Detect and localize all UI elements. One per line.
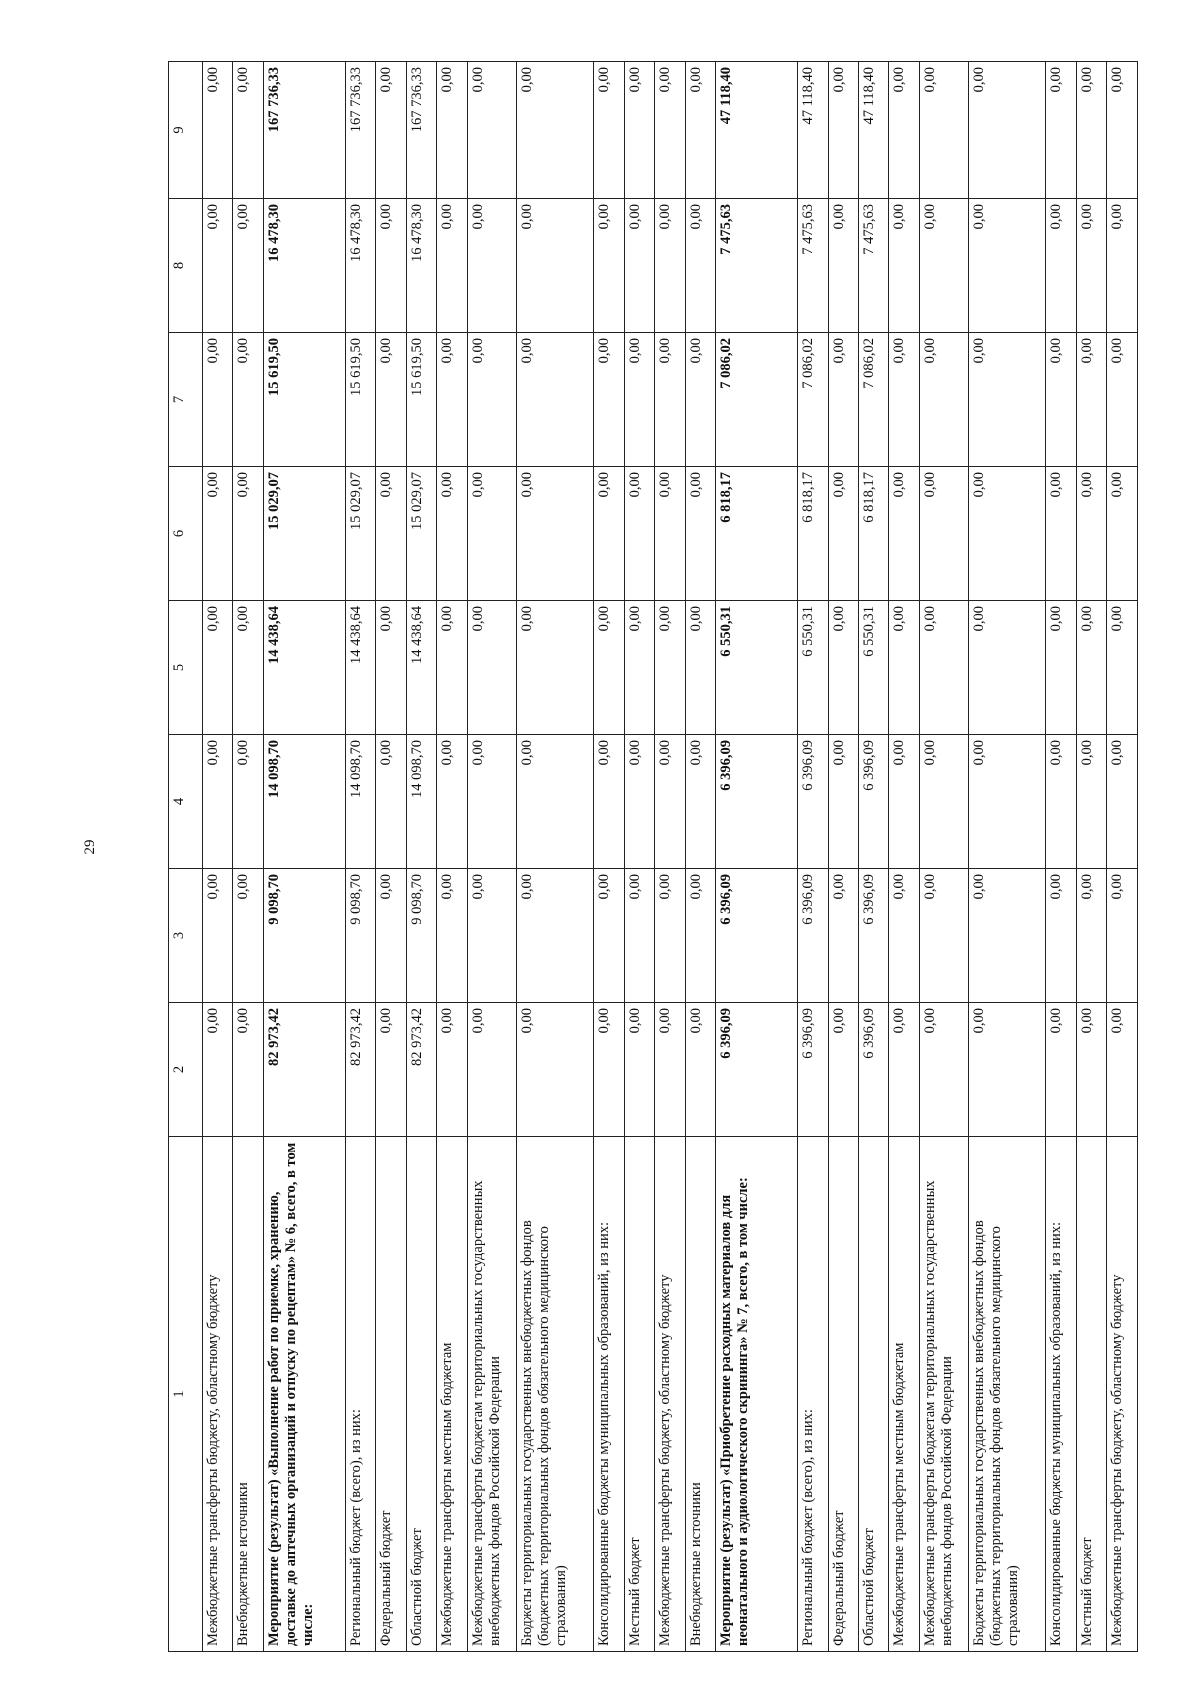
value-cell: 16 478,30: [345, 199, 375, 333]
value-cell: 0,00: [594, 199, 624, 333]
value-cell: 0,00: [1076, 735, 1106, 869]
value-cell: 0,00: [467, 199, 516, 333]
value-cell: 0,00: [828, 735, 858, 869]
value-cell: 0,00: [685, 199, 715, 333]
value-cell: 47 118,40: [798, 62, 828, 199]
table-row: [594, 62, 624, 1652]
value-cell: 82 973,42: [263, 1003, 345, 1137]
value-cell: 7 475,63: [716, 199, 798, 333]
value-cell: 9 098,70: [263, 869, 345, 1003]
value-cell: 0,00: [376, 735, 406, 869]
value-cell: 0,00: [828, 199, 858, 333]
value-cell: 0,00: [1046, 467, 1076, 601]
value-cell: 15 029,07: [345, 467, 375, 601]
value-cell: 0,00: [919, 869, 968, 1003]
row-label-cell: Межбюджетные трансферты бюджету, областному бюджету: [202, 1137, 232, 1652]
value-cell: 0,00: [969, 467, 1046, 601]
value-cell: 0,00: [655, 199, 685, 333]
header-cell: 9: [169, 62, 203, 199]
value-cell: 0,00: [828, 601, 858, 735]
value-cell: 0,00: [919, 62, 968, 199]
value-cell: 0,00: [624, 467, 654, 601]
value-cell: 0,00: [437, 467, 467, 601]
value-cell: 16 478,30: [263, 199, 345, 333]
value-cell: 0,00: [1107, 333, 1138, 467]
table-row: [828, 62, 858, 1652]
table-row: [685, 62, 715, 1652]
table-row: [233, 62, 263, 1652]
table-row: [202, 62, 232, 1652]
value-cell: 0,00: [685, 333, 715, 467]
value-cell: 0,00: [624, 1003, 654, 1137]
value-cell: 0,00: [919, 333, 968, 467]
value-cell: 47 118,40: [716, 62, 798, 199]
header-cell: 2: [169, 1003, 203, 1137]
value-cell: 0,00: [828, 467, 858, 601]
value-cell: 6 396,09: [716, 735, 798, 869]
row-label-cell: Внебюджетные источники: [233, 1137, 263, 1652]
value-cell: 0,00: [969, 333, 1046, 467]
value-cell: 0,00: [1107, 199, 1138, 333]
value-cell: 0,00: [1046, 1003, 1076, 1137]
value-cell: 14 438,64: [263, 601, 345, 735]
value-cell: 9 098,70: [345, 869, 375, 1003]
value-cell: 0,00: [828, 1003, 858, 1137]
table-row: [889, 62, 919, 1652]
table-row: [406, 62, 436, 1652]
value-cell: 16 478,30: [406, 199, 436, 333]
value-cell: 0,00: [467, 601, 516, 735]
value-cell: 0,00: [1046, 333, 1076, 467]
value-cell: 6 818,17: [858, 467, 888, 601]
value-cell: 0,00: [969, 1003, 1046, 1137]
value-cell: 0,00: [376, 333, 406, 467]
value-cell: 0,00: [1076, 333, 1106, 467]
value-cell: 0,00: [919, 1003, 968, 1137]
value-cell: 167 736,33: [406, 62, 436, 199]
value-cell: 0,00: [889, 62, 919, 199]
value-cell: 0,00: [233, 869, 263, 1003]
value-cell: 0,00: [202, 601, 232, 735]
value-cell: 0,00: [685, 1003, 715, 1137]
value-cell: 6 396,09: [858, 869, 888, 1003]
value-cell: 0,00: [655, 333, 685, 467]
value-cell: 0,00: [516, 1003, 593, 1137]
header-cell: 7: [169, 333, 203, 467]
value-cell: 0,00: [202, 333, 232, 467]
header-row: [169, 62, 203, 1652]
value-cell: 0,00: [1107, 62, 1138, 199]
value-cell: 0,00: [1046, 735, 1076, 869]
value-cell: 0,00: [437, 333, 467, 467]
budget-table-body: [169, 62, 1138, 1652]
table-row: [1046, 62, 1076, 1652]
value-cell: 0,00: [437, 62, 467, 199]
value-cell: 14 438,64: [345, 601, 375, 735]
value-cell: 0,00: [233, 62, 263, 199]
value-cell: 0,00: [233, 199, 263, 333]
page-number: 29: [82, 839, 98, 855]
value-cell: 0,00: [828, 62, 858, 199]
value-cell: 0,00: [516, 601, 593, 735]
row-label-cell: Местный бюджет: [624, 1137, 654, 1652]
value-cell: 0,00: [516, 62, 593, 199]
value-cell: 6 550,31: [716, 601, 798, 735]
value-cell: 0,00: [594, 869, 624, 1003]
value-cell: 0,00: [376, 601, 406, 735]
value-cell: 82 973,42: [345, 1003, 375, 1137]
value-cell: 0,00: [919, 199, 968, 333]
value-cell: 6 818,17: [716, 467, 798, 601]
value-cell: 167 736,33: [345, 62, 375, 199]
value-cell: 0,00: [202, 467, 232, 601]
value-cell: 0,00: [233, 467, 263, 601]
value-cell: 0,00: [889, 869, 919, 1003]
value-cell: 0,00: [437, 199, 467, 333]
value-cell: 15 029,07: [263, 467, 345, 601]
value-cell: 14 098,70: [345, 735, 375, 869]
header-cell: 1: [169, 1137, 203, 1652]
value-cell: 0,00: [516, 333, 593, 467]
value-cell: 0,00: [685, 869, 715, 1003]
row-label-cell: Мероприятие (результат) «Выполнение работ по приемке, хранению, доставке до аптечных организаций и отпуску по рецептам» № 6, всего, в том числе:: [263, 1137, 345, 1652]
row-label-cell: Внебюджетные источники: [685, 1137, 715, 1652]
value-cell: 15 029,07: [406, 467, 436, 601]
value-cell: 14 098,70: [263, 735, 345, 869]
value-cell: 6 396,09: [858, 1003, 888, 1137]
value-cell: 0,00: [467, 467, 516, 601]
row-label-cell: Мероприятие (результат) «Приобретение расходных материалов для неонатального и аудиологического скрининга» № 7, всего, в том числе:: [716, 1137, 798, 1652]
value-cell: 0,00: [889, 601, 919, 735]
value-cell: 6 550,31: [858, 601, 888, 735]
value-cell: 0,00: [437, 735, 467, 869]
value-cell: 0,00: [202, 735, 232, 869]
row-label-cell: Межбюджетные трансферты бюджетам территориальных государственных внебюджетных фондов Российской Федерации: [467, 1137, 516, 1652]
value-cell: 14 098,70: [406, 735, 436, 869]
value-cell: 82 973,42: [406, 1003, 436, 1137]
value-cell: 0,00: [655, 869, 685, 1003]
value-cell: 0,00: [624, 735, 654, 869]
row-label-cell: Межбюджетные трансферты бюджетам территориальных государственных внебюджетных фондов Российской Федерации: [919, 1137, 968, 1652]
value-cell: 0,00: [233, 601, 263, 735]
table-row: [969, 62, 1046, 1652]
row-label-cell: Межбюджетные трансферты местным бюджетам: [437, 1137, 467, 1652]
value-cell: 15 619,50: [263, 333, 345, 467]
value-cell: 9 098,70: [406, 869, 436, 1003]
value-cell: 0,00: [889, 467, 919, 601]
value-cell: 0,00: [685, 601, 715, 735]
value-cell: 0,00: [1046, 601, 1076, 735]
value-cell: 7 475,63: [798, 199, 828, 333]
value-cell: 0,00: [1076, 601, 1106, 735]
value-cell: 0,00: [437, 1003, 467, 1137]
value-cell: 0,00: [1107, 601, 1138, 735]
value-cell: 0,00: [594, 601, 624, 735]
value-cell: 0,00: [624, 199, 654, 333]
table-row: [437, 62, 467, 1652]
header-cell: 5: [169, 601, 203, 735]
value-cell: 0,00: [594, 62, 624, 199]
row-label-cell: Региональный бюджет (всего), из них:: [345, 1137, 375, 1652]
table-row: [467, 62, 516, 1652]
row-label-cell: Межбюджетные трансферты бюджету, областному бюджету: [1107, 1137, 1138, 1652]
value-cell: 0,00: [202, 869, 232, 1003]
value-cell: 47 118,40: [858, 62, 888, 199]
value-cell: 0,00: [233, 735, 263, 869]
value-cell: 6 396,09: [798, 735, 828, 869]
value-cell: 6 550,31: [798, 601, 828, 735]
table-row: [624, 62, 654, 1652]
value-cell: 0,00: [594, 467, 624, 601]
value-cell: 0,00: [685, 735, 715, 869]
table-row: [263, 62, 345, 1652]
value-cell: 0,00: [1046, 199, 1076, 333]
value-cell: 0,00: [969, 869, 1046, 1003]
value-cell: 6 396,09: [798, 1003, 828, 1137]
row-label-cell: Бюджеты территориальных государственных внебюджетных фондов (бюджетных территориальных фондов обязательного медицинского страхования): [969, 1137, 1046, 1652]
value-cell: 0,00: [1107, 1003, 1138, 1137]
value-cell: 0,00: [889, 199, 919, 333]
value-cell: 0,00: [467, 333, 516, 467]
value-cell: 0,00: [624, 601, 654, 735]
value-cell: 0,00: [516, 735, 593, 869]
value-cell: 0,00: [1076, 199, 1106, 333]
row-label-cell: Бюджеты территориальных государственных внебюджетных фондов (бюджетных территориальных фондов обязательного медицинского страхования): [516, 1137, 593, 1652]
table-row: [1076, 62, 1106, 1652]
value-cell: 0,00: [202, 1003, 232, 1137]
value-cell: 0,00: [202, 199, 232, 333]
value-cell: 0,00: [624, 869, 654, 1003]
value-cell: 0,00: [828, 333, 858, 467]
value-cell: 0,00: [624, 62, 654, 199]
value-cell: 15 619,50: [345, 333, 375, 467]
value-cell: 0,00: [919, 467, 968, 601]
table-row: [516, 62, 593, 1652]
value-cell: 7 475,63: [858, 199, 888, 333]
value-cell: 0,00: [467, 1003, 516, 1137]
value-cell: 0,00: [1046, 869, 1076, 1003]
value-cell: 6 396,09: [858, 735, 888, 869]
table-row: [798, 62, 828, 1652]
value-cell: 0,00: [594, 333, 624, 467]
value-cell: 0,00: [516, 869, 593, 1003]
value-cell: 0,00: [1107, 735, 1138, 869]
row-label-cell: Федеральный бюджет: [376, 1137, 406, 1652]
table-row: [376, 62, 406, 1652]
row-label-cell: Местный бюджет: [1076, 1137, 1106, 1652]
value-cell: 6 818,17: [798, 467, 828, 601]
value-cell: 0,00: [655, 735, 685, 869]
value-cell: 0,00: [467, 869, 516, 1003]
budget-table-frame: [168, 62, 1138, 1652]
row-label-cell: Областной бюджет: [406, 1137, 436, 1652]
value-cell: 0,00: [889, 735, 919, 869]
value-cell: 6 396,09: [716, 869, 798, 1003]
value-cell: 0,00: [1107, 467, 1138, 601]
value-cell: 0,00: [437, 869, 467, 1003]
value-cell: 0,00: [919, 735, 968, 869]
header-cell: 6: [169, 467, 203, 601]
value-cell: 0,00: [376, 62, 406, 199]
value-cell: 0,00: [516, 467, 593, 601]
value-cell: 6 396,09: [716, 1003, 798, 1137]
value-cell: 0,00: [889, 333, 919, 467]
row-label-cell: Консолидированные бюджеты муниципальных образований, из них:: [594, 1137, 624, 1652]
value-cell: 0,00: [828, 869, 858, 1003]
value-cell: 0,00: [1046, 62, 1076, 199]
header-cell: 8: [169, 199, 203, 333]
table-row: [716, 62, 798, 1652]
value-cell: 0,00: [376, 199, 406, 333]
value-cell: 7 086,02: [858, 333, 888, 467]
value-cell: 0,00: [1107, 869, 1138, 1003]
value-cell: 0,00: [467, 62, 516, 199]
table-row: [1107, 62, 1138, 1652]
value-cell: 0,00: [685, 62, 715, 199]
header-cell: 4: [169, 735, 203, 869]
row-label-cell: Межбюджетные трансферты местным бюджетам: [889, 1137, 919, 1652]
value-cell: 0,00: [1076, 1003, 1106, 1137]
value-cell: 0,00: [969, 601, 1046, 735]
value-cell: 15 619,50: [406, 333, 436, 467]
row-label-cell: Областной бюджет: [858, 1137, 888, 1652]
value-cell: 0,00: [202, 62, 232, 199]
value-cell: 0,00: [969, 199, 1046, 333]
header-cell: 3: [169, 869, 203, 1003]
value-cell: 0,00: [685, 467, 715, 601]
table-row: [858, 62, 888, 1652]
value-cell: 0,00: [467, 735, 516, 869]
value-cell: 7 086,02: [716, 333, 798, 467]
value-cell: 0,00: [655, 601, 685, 735]
value-cell: 0,00: [594, 735, 624, 869]
value-cell: 0,00: [1076, 467, 1106, 601]
row-label-cell: Федеральный бюджет: [828, 1137, 858, 1652]
table-row: [919, 62, 968, 1652]
value-cell: 6 396,09: [798, 869, 828, 1003]
row-label-cell: Межбюджетные трансферты бюджету, областному бюджету: [655, 1137, 685, 1652]
value-cell: 0,00: [655, 467, 685, 601]
value-cell: 0,00: [376, 1003, 406, 1137]
value-cell: 0,00: [1076, 869, 1106, 1003]
value-cell: 14 438,64: [406, 601, 436, 735]
value-cell: 0,00: [233, 1003, 263, 1137]
value-cell: 0,00: [233, 333, 263, 467]
row-label-cell: Консолидированные бюджеты муниципальных образований, из них:: [1046, 1137, 1076, 1652]
value-cell: 0,00: [655, 62, 685, 199]
value-cell: 0,00: [1076, 62, 1106, 199]
value-cell: 0,00: [516, 199, 593, 333]
value-cell: 0,00: [889, 1003, 919, 1137]
value-cell: 0,00: [969, 735, 1046, 869]
value-cell: 0,00: [594, 1003, 624, 1137]
value-cell: 0,00: [919, 601, 968, 735]
value-cell: 0,00: [376, 467, 406, 601]
value-cell: 7 086,02: [798, 333, 828, 467]
row-label-cell: Региональный бюджет (всего), из них:: [798, 1137, 828, 1652]
value-cell: 0,00: [376, 869, 406, 1003]
value-cell: 0,00: [655, 1003, 685, 1137]
value-cell: 0,00: [437, 601, 467, 735]
table-row: [655, 62, 685, 1652]
value-cell: 0,00: [624, 333, 654, 467]
value-cell: 0,00: [969, 62, 1046, 199]
budget-table: [168, 61, 1138, 1652]
value-cell: 167 736,33: [263, 62, 345, 199]
table-row: [345, 62, 375, 1652]
